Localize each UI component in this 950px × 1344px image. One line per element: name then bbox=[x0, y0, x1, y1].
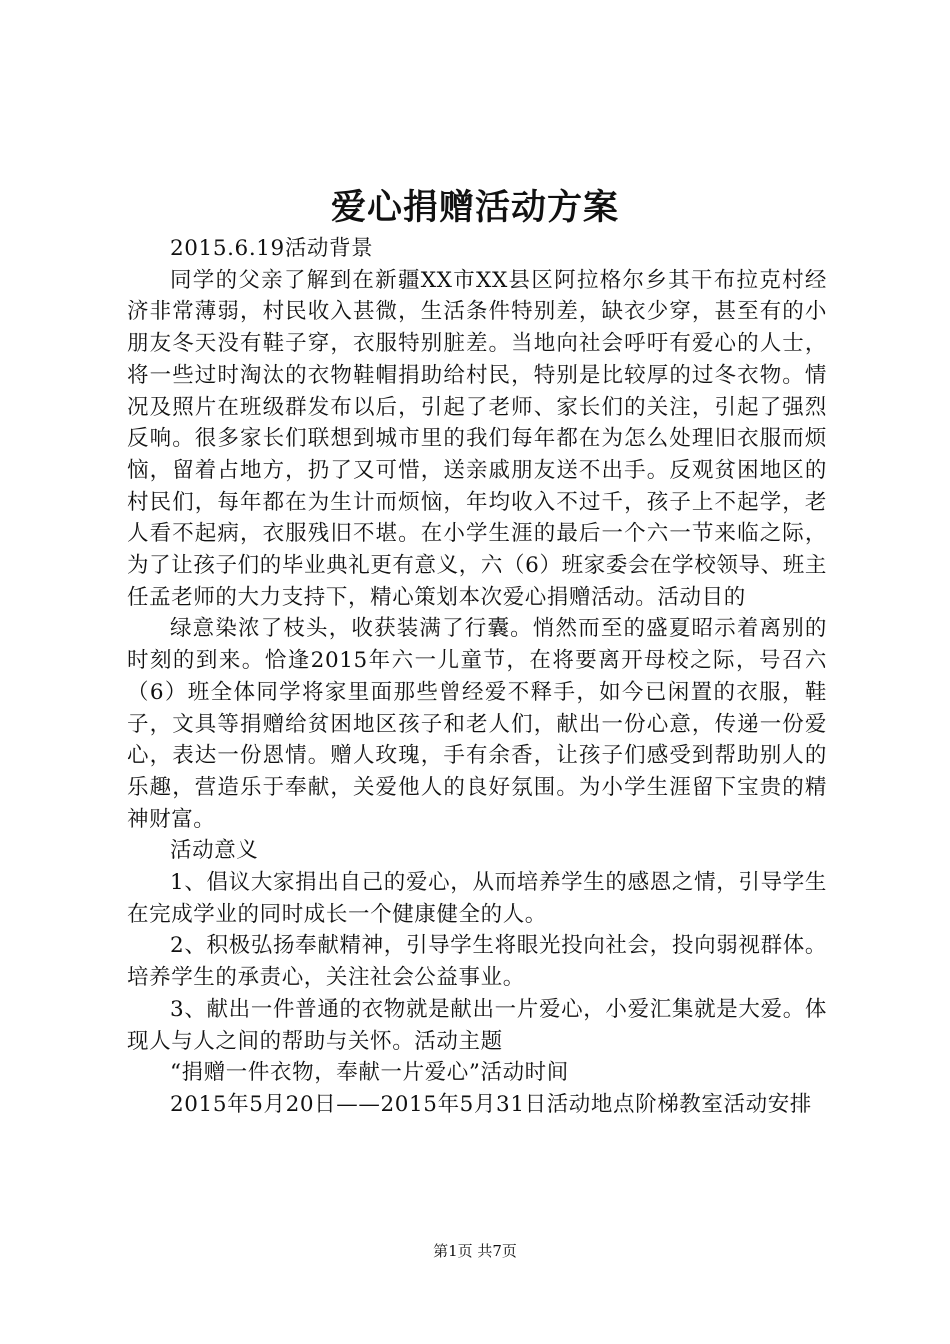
heading-significance: 活动意义 bbox=[170, 838, 259, 864]
paragraph-significance-3: 3、献出一件普通的衣物就是献出一片爱心，小爱汇集就是大爱。体现人与人之间的帮助与关怀。活动主题 bbox=[127, 996, 827, 1054]
document-body bbox=[127, 233, 827, 1121]
paragraph-theme: “捐赠一件衣物，奉献一片爱心”活动时间 bbox=[170, 1060, 569, 1086]
paragraph-significance-2: 2、积极弘扬奉献精神，引导学生将眼光投向社会，投向弱视群体。培养学生的承责心，关注社会公益事业。 bbox=[127, 933, 827, 991]
paragraph-time-location: 2015年5月20日——2015年5月31日活动地点阶梯教室活动安排 bbox=[170, 1091, 812, 1117]
paragraph-significance-1: 1、倡议大家捐出自己的爱心，从而培养学生的感恩之情，引导学生在完成学业的同时成长一个健康健全的人。 bbox=[127, 870, 827, 927]
document-title: 爱心捐赠活动方案 bbox=[330, 187, 619, 228]
paragraph-purpose: 绿意染浓了枝头，收获装满了行囊。悄然而至的盛夏昭示着离别的时刻的到来。恰逢2015年六一儿童节，在将要离开母校之际，号召六（6）班全体同学将家里面那些曾经爱不释手，如今已闲置的衣服，鞋子，文具等捐赠给贫困地区孩子和老人们，献出一份心意，传递一份爱心，表达一份恩情。赠人玫瑰，手有余香，让孩子们感受到帮助别人的乐趣，营造乐于奉献，关爱他人的良好氛围。为小学生涯留下宝贵的精神财富。 bbox=[127, 616, 827, 832]
page-footer: 第1页 共7页 bbox=[433, 1242, 517, 1260]
paragraph-date-background: 2015.6.19活动背景 bbox=[170, 236, 374, 261]
paragraph-background: 同学的父亲了解到在新疆XX市XX县区阿拉格尔乡其干布拉克村经济非常薄弱，村民收入甚微，生活条件特别差，缺衣少穿，甚至有的小朋友冬天没有鞋子穿，衣服特别脏差。当地向社会呼吁有爱心的人士，将一些过时淘汰的衣物鞋帽捐助给村民，特别是比较厚的过冬衣物。情况及照片在班级群发布以后，引起了老师、家长们的关注，引起了强烈反响。很多家长们联想到城市里的我们每年都在为怎么处理旧衣服而烦恼，留着占地方，扔了又可惜，送亲戚朋友送不出手。反观贫困地区的村民们，每年都在为生计而烦恼，年均收入不过千，孩子上不起学，老人看不起病，衣服残旧不堪。在小学生涯的最后一个六一节来临之际，为了让孩子们的毕业典礼更有意义，六（6）班家委会在学校领导、班主任孟老师的大力支持下，精心策划本次爱心捐赠活动。活动目的 bbox=[127, 267, 827, 610]
